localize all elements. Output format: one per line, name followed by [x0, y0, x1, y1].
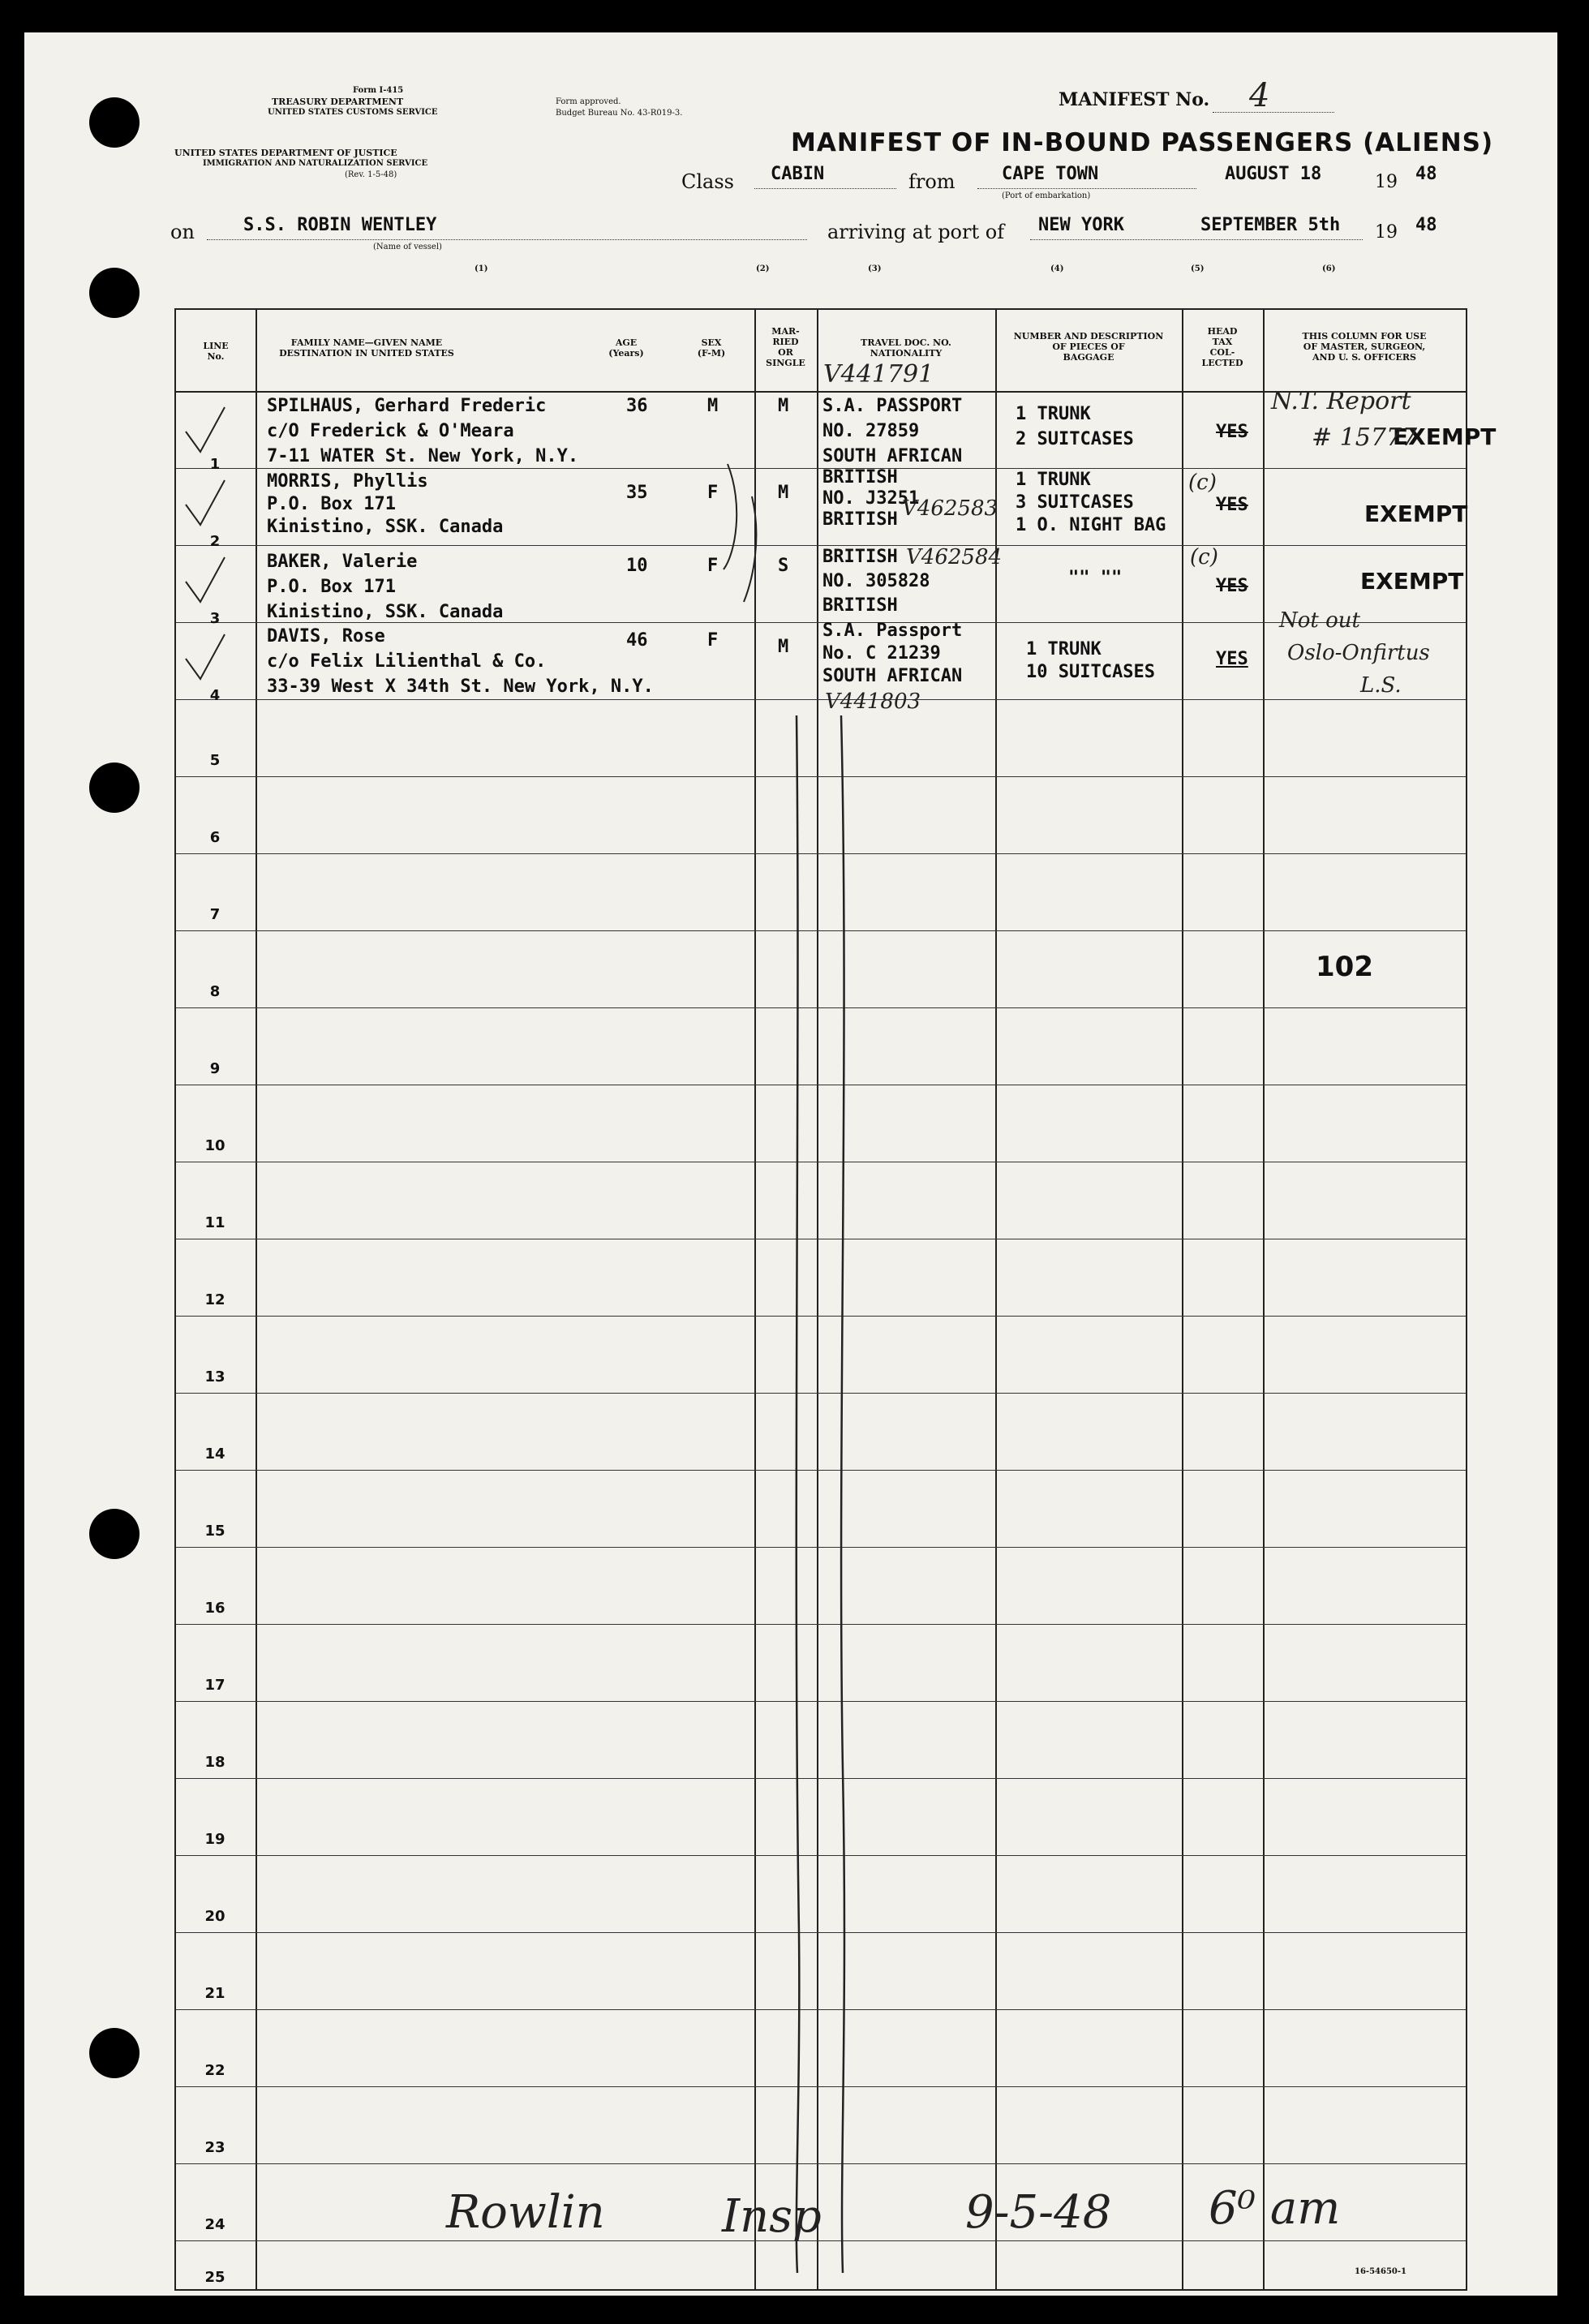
line-number: 15 [204, 1523, 225, 1540]
col-head-name: FAMILY NAME—GIVEN NAME DESTINATION IN UNITED STATES [279, 337, 454, 359]
class-value: CABIN [771, 164, 825, 184]
passenger-head-tax: YES [1216, 495, 1248, 515]
passenger-age: 35 [626, 483, 648, 503]
line-number: 14 [204, 1446, 225, 1463]
passenger-head-tax: YES [1216, 649, 1248, 669]
passenger-doc: S.A. Passport No. C 21239 SOUTH AFRICAN [822, 621, 963, 686]
checkmark-icon [186, 557, 225, 602]
arrival-underline [1030, 239, 1363, 240]
passenger-sex: F [707, 483, 719, 503]
footer-handwriting: Insp [722, 2190, 822, 2243]
handwritten-officer-note: Oslo-Onfirtus [1287, 641, 1430, 665]
col-num-6: (6) [1322, 264, 1336, 273]
line-number: 12 [204, 1291, 225, 1308]
page-title: MANIFEST OF IN-BOUND PASSENGERS (ALIENS) [791, 128, 1494, 157]
pen-stroke [724, 464, 737, 569]
line-number: 8 [209, 983, 221, 1000]
passenger-head-tax: YES [1216, 422, 1248, 442]
line-number: 10 [204, 1137, 225, 1154]
passenger-age: 36 [626, 396, 648, 416]
exempt-stamp: EXEMPT [1360, 568, 1464, 595]
from-label: from [908, 170, 956, 193]
footer-handwriting: 6⁰ am [1209, 2182, 1341, 2235]
line-number: 3 [209, 610, 221, 627]
punch-hole [89, 2028, 140, 2078]
passenger-doc: S.A. PASSPORT NO. 27859 SOUTH AFRICAN [822, 396, 963, 466]
passenger-sex: F [707, 630, 719, 651]
col-head-age: AGE (Years) [608, 337, 644, 359]
checkmark-icon [186, 480, 225, 525]
class-underline [754, 188, 896, 189]
col-head-baggage: NUMBER AND DESCRIPTION OF PIECES OF BAGGAGE [1013, 331, 1164, 363]
punch-hole [89, 1509, 140, 1559]
manifest-no-line [1213, 112, 1334, 113]
passenger-married: M [778, 483, 789, 503]
line-number: 21 [204, 1985, 225, 2002]
passenger-name-lines: DAVIS, Rose c/o Felix Lilienthal & Co. 33-39 West X 34th St. New York, N.Y. [267, 626, 654, 697]
line-number: 25 [204, 2269, 225, 2286]
form-code: 16-54650-1 [1355, 2267, 1406, 2276]
on-label: on [170, 221, 195, 243]
col-num-5: (5) [1191, 264, 1205, 273]
passenger-name-lines: MORRIS, Phyllis P.O. Box 171 Kinistino, SSK. Canada [267, 471, 504, 537]
handwritten-tax-mark: (c) [1190, 545, 1218, 569]
treasury-dept: TREASURY DEPARTMENT [272, 97, 404, 107]
pen-stroke [744, 496, 756, 602]
year-value-2: 48 [1415, 215, 1437, 235]
manifest-no-label: MANIFEST No. [1059, 89, 1210, 110]
passenger-name-lines: SPILHAUS, Gerhard Frederic c/O Frederick & O'Meara 7-11 WATER St. New York, N.Y. [267, 396, 579, 466]
line-number: 2 [209, 533, 221, 550]
handwritten-doc-number: V441803 [825, 689, 921, 714]
port-caption: (Port of embarkation) [1002, 191, 1091, 200]
line-number: 9 [209, 1060, 221, 1077]
line-number: 7 [209, 906, 221, 923]
line-number: 23 [204, 2139, 225, 2156]
handwritten-officer-note: L.S. [1360, 673, 1402, 698]
vessel-underline [207, 239, 807, 240]
line-number: 19 [204, 1831, 225, 1848]
line-number: 20 [204, 1908, 225, 1925]
handwritten-doc-number: V441791 [823, 360, 934, 389]
vessel-name: S.S. ROBIN WENTLEY [243, 215, 437, 235]
exempt-stamp: EXEMPT [1364, 500, 1468, 527]
passenger-sex: M [707, 396, 719, 416]
justice-dept: UNITED STATES DEPARTMENT OF JUSTICE [174, 148, 397, 158]
handwritten-doc-number: V462583 [902, 496, 998, 521]
footer-handwriting: 9-5-48 [965, 2186, 1112, 2239]
passenger-married: S [778, 556, 789, 576]
line-number: 11 [204, 1214, 225, 1231]
passenger-baggage: 1 TRUNK 2 SUITCASES [1016, 404, 1134, 449]
col-head-officers: THIS COLUMN FOR USE OF MASTER, SURGEON, AND U. S. OFFICERS [1302, 331, 1427, 363]
line-number: 4 [209, 687, 221, 704]
col-num-3: (3) [868, 264, 882, 273]
line-number: 5 [209, 752, 221, 769]
passenger-name-lines: BAKER, Valerie P.O. Box 171 Kinistino, SSK. Canada [267, 552, 504, 622]
stamp-number: 102 [1316, 951, 1373, 983]
passenger-baggage: "" "" [1068, 568, 1123, 588]
line-number: 16 [204, 1600, 225, 1617]
arrival-port: NEW YORK [1038, 215, 1124, 235]
customs-service: UNITED STATES CUSTOMS SERVICE [268, 108, 438, 117]
passenger-sex: F [707, 556, 719, 576]
class-label: Class [681, 170, 734, 193]
passenger-age: 46 [626, 630, 648, 651]
col-num-4: (4) [1050, 264, 1064, 273]
col-head-sex: SEX (F-M) [697, 337, 726, 359]
pen-strokes [176, 310, 1466, 2289]
passenger-doc: BRITISH NO. 305828 BRITISH [822, 547, 930, 616]
ins-service: IMMIGRATION AND NATURALIZATION SERVICE [203, 159, 428, 168]
year-prefix-1: 19 [1375, 172, 1398, 192]
year-value-1: 48 [1415, 164, 1437, 184]
line-number: 1 [209, 456, 221, 473]
passenger-baggage: 1 TRUNK 10 SUITCASES [1026, 639, 1155, 682]
col-head-line: LINE No. [203, 341, 229, 362]
passenger-head-tax: YES [1216, 576, 1248, 596]
passenger-married: M [778, 637, 789, 657]
line-number: 24 [204, 2216, 225, 2233]
year-prefix-2: 19 [1375, 222, 1398, 243]
budget-bureau: Budget Bureau No. 43-R019-3. [556, 109, 683, 118]
footer-handwriting: Rowlin [446, 2186, 605, 2239]
col-head-married: MAR- RIED OR SINGLE [766, 326, 805, 368]
embark-date: AUGUST 18 [1225, 164, 1322, 184]
manifest-page [24, 32, 1557, 2296]
from-underline [977, 188, 1196, 189]
pen-stroke [841, 715, 844, 2273]
exempt-stamp: EXEMPT [1393, 423, 1497, 450]
passenger-age: 10 [626, 556, 648, 576]
handwritten-officer-note: N.T. Report [1271, 387, 1411, 415]
handwritten-officer-note: Not out [1279, 608, 1360, 633]
line-number: 22 [204, 2062, 225, 2079]
passenger-baggage: 1 TRUNK 3 SUITCASES 1 O. NIGHT BAG [1016, 470, 1166, 535]
vessel-caption: (Name of vessel) [373, 243, 442, 251]
revision: (Rev. 1-5-48) [345, 170, 397, 179]
form-number: Form I-415 [353, 86, 404, 95]
manifest-table [174, 308, 1497, 2291]
checkmark-icon [186, 634, 225, 679]
handwritten-officer-note: # 15777 [1312, 423, 1418, 452]
line-number: 18 [204, 1754, 225, 1771]
checkmark-icon [186, 407, 225, 452]
arrival-date: SEPTEMBER 5th [1200, 215, 1341, 235]
handwritten-doc-number: V462584 [906, 545, 1003, 569]
col-head-travel-doc: TRAVEL DOC. NO. NATIONALITY [861, 337, 951, 359]
line-number: 17 [204, 1677, 225, 1694]
punch-hole [89, 762, 140, 813]
punch-hole [89, 268, 140, 318]
arriving-label: arriving at port of [827, 221, 1005, 243]
col-num-2: (2) [756, 264, 770, 273]
passenger-married: M [778, 396, 789, 416]
handwritten-tax-mark: (c) [1188, 470, 1217, 495]
from-value: CAPE TOWN [1002, 164, 1099, 184]
manifest-no-value: 4 [1249, 77, 1270, 114]
form-approved: Form approved. [556, 97, 621, 106]
line-number: 13 [204, 1368, 225, 1385]
passenger-doc: BRITISH NO. J3251 BRITISH [822, 467, 920, 530]
line-number: 6 [209, 829, 221, 846]
col-num-1: (1) [475, 264, 488, 273]
pen-stroke [797, 715, 800, 2273]
col-head-head-tax: HEAD TAX COL- LECTED [1201, 326, 1243, 368]
punch-hole [89, 97, 140, 148]
